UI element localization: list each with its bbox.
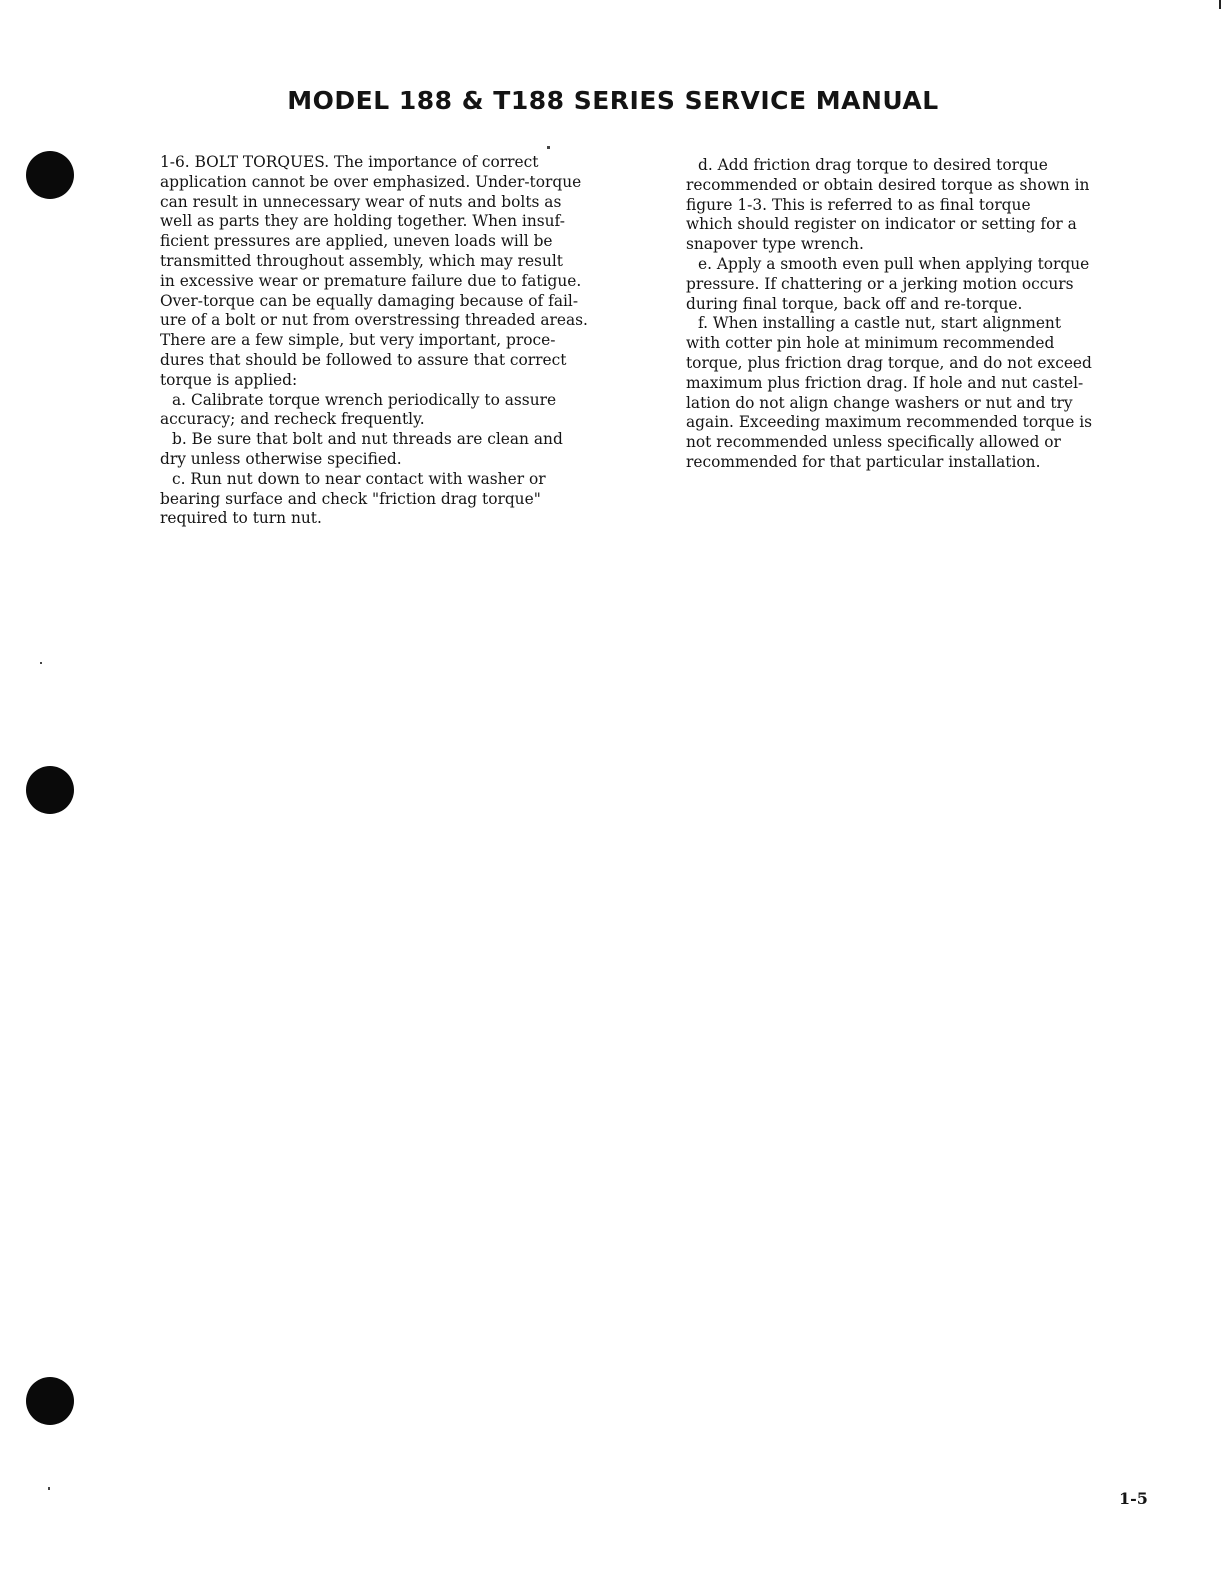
text-line: with cotter pin hole at minimum recommended [686,334,1055,353]
text-line: dry unless otherwise specified. [160,449,402,468]
binder-hole-top [26,151,74,199]
list-item-b: b. Be sure that bolt and nut threads are clean and [172,430,563,449]
text-line: well as parts they are holding together. When insuf- [160,212,565,231]
list-item-f: f. When installing a castle nut, start alignment [698,314,1062,333]
right-column [686,156,1176,473]
text-line: during final torque, back off and re-torque. [686,294,1023,313]
scan-speck [40,662,42,664]
text-line: 1-6. BOLT TORQUES. The importance of correct [160,153,539,171]
binder-hole-middle [26,766,74,814]
text-line: ure of a bolt or nut from overstressing threaded areas. [160,311,588,330]
text-line: recommended for that particular installation. [686,452,1041,471]
text-line: maximum plus friction drag. If hole and nut castel- [686,373,1084,392]
text-line: torque, plus friction drag torque, and do not exceed [686,353,1092,372]
scan-speck [48,1487,50,1490]
text-line: figure 1-3. This is referred to as final torque [686,195,1031,214]
list-item-c: c. Run nut down to near contact with washer or [172,469,546,488]
list-item-d: d. Add friction drag torque to desired torque [698,156,1048,174]
left-column [160,153,660,529]
text-line: accuracy; and recheck frequently. [160,410,425,429]
text-line: not recommended unless specifically allowed or [686,433,1061,452]
text-line: ficient pressures are applied, uneven loads will be [160,232,553,251]
text-line: recommended or obtain desired torque as shown in [686,175,1090,194]
text-line: pressure. If chattering or a jerking motion occurs [686,274,1074,293]
scan-speck [1219,0,1221,9]
list-item-e: e. Apply a smooth even pull when applying torque [698,254,1090,273]
scan-speck [547,146,550,149]
page-number: 1-5 [1119,1489,1148,1508]
text-line: lation do not align change washers or nut and try [686,393,1073,412]
text-line: There are a few simple, but very important, proce- [160,331,556,350]
page-title: MODEL 188 & T188 SERIES SERVICE MANUAL [287,86,939,115]
text-line: torque is applied: [160,370,298,389]
text-line: bearing surface and check "friction drag torque" [160,489,541,508]
text-line: snapover type wrench. [686,235,864,254]
binder-hole-bottom [26,1377,74,1425]
text-line: can result in unnecessary wear of nuts and bolts as [160,192,562,211]
text-line: again. Exceeding maximum recommended torque is [686,413,1093,432]
text-line: which should register on indicator or setting for a [686,215,1077,234]
list-item-a: a. Calibrate torque wrench periodically to assure [172,390,557,409]
text-line: application cannot be over emphasized. Under-torque [160,172,582,191]
text-line: required to turn nut. [160,509,322,528]
text-line: in excessive wear or premature failure due to fatigue. [160,271,582,290]
text-line: transmitted throughout assembly, which may result [160,251,563,270]
text-line: Over-torque can be equally damaging because of fail- [160,291,579,310]
text-line: dures that should be followed to assure that correct [160,350,567,369]
